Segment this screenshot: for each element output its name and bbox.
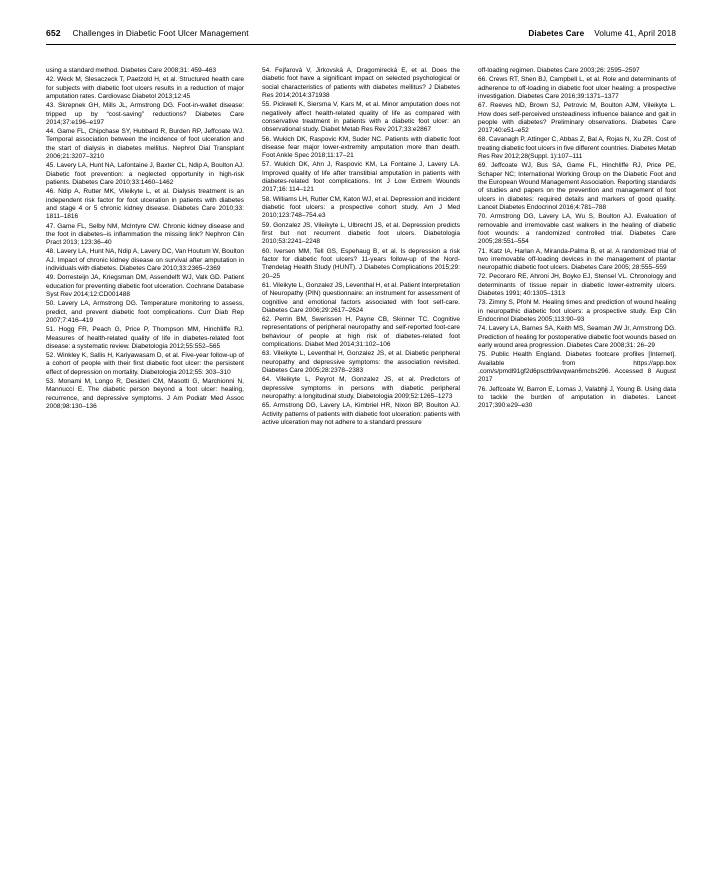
reference-item: 62. Perrin BM, Swerissen H, Payne CB, Skinner TC. Cognitive representations of peripheral neuropathy and self-reported foot-care behaviour of people at high risk of diabetes-related foot complications. Diabet Med 2014;31:102–106: [262, 316, 460, 349]
reference-item: 73. Zimny S, Pfohl M. Healing times and prediction of wound healing in neuropathic diabetic foot ulcers: a prospective study. Exp Clin Endocrinol Diabetes 2005;113:90–93: [478, 299, 676, 324]
reference-item: 58. Williams LH, Rutter CM, Katon WJ, et al. Depression and incident diabetic foot ulcers: a prospective cohort study. Am J Med 2010;123:748–754.e3: [262, 195, 460, 220]
reference-item: 68. Cavanagh P, Attinger C, Abbas Z, Bal A, Rojas N, Xu ZR. Cost of treating diabetic foot ulcers in five different countries. Diabetes Metab Res Rev 2012;28(Suppl. 1):107–111: [478, 136, 676, 161]
reference-item: 59. Gonzalez JS, Vileikyte L, Ulbrecht JS, et al. Depression predicts first but not recurrent diabetic foot ulcers. Diabetologia 2010;53:2241–2248: [262, 221, 460, 246]
running-head: [46, 28, 676, 45]
reference-item: 53. Monami M, Longo R, Desideri CM, Masotti G, Marchionni N, Mannucci E. The diabetic person beyond a foot ulcer: healing, recurrence, and depressive symptoms. J Am Podiatr Med Assoc 2008;98:130–136: [46, 378, 244, 411]
column-3: [478, 67, 676, 411]
reference-item: 72. Pecoraro RE, Ahroni JH, Boyko EJ, Stensel VL. Chronology and determinants of tissue repair in diabetic lower-extremity ulcers. Diabetes 1991; 40:1305–1313: [478, 273, 676, 298]
reference-item: 70. Armstrong DG, Lavery LA, Wu S, Boulton AJ. Evaluation of removable and irremovable cast walkers in the healing of diabetic foot wounds: a randomized controlled trial. Diabetes Care 2005;28:551–554: [478, 213, 676, 246]
reference-columns: [46, 67, 676, 428]
reference-item: 50. Lavery LA, Armstrong DG. Temperature monitoring to assess, predict, and prevent diabetic foot complications. Curr Diab Rep 2007;7:416–419: [46, 300, 244, 324]
journal-issue: Volume 41, April 2018: [594, 29, 676, 38]
reference-item: 69. Jeffcoate WJ, Bus SA, Game FL, Hinchliffe RJ, Price PE, Schaper NC; International Working Group on the Diabetic Foot and the European Wound Management Association. Reporting standards of studies and papers on the prevention and management of foot ulcers in diabetes: required details and markers of good quality. Lancet Diabetes Endocrinol 2016;4:781–788: [478, 162, 676, 212]
reference-item: 49. Dorresteijn JA, Kriegsman DM, Assendelft WJ, Valk GD. Patient education for preventing diabetic foot ulceration. Cochrane Database Syst Rev 2014;12:CD001488: [46, 274, 244, 299]
reference-item: 56. Wukich DK, Raspovic KM, Suder NC. Patients with diabetic foot disease fear major lower-extremity amputation more than death. Foot Ankle Spec 2018;11:17–21: [262, 135, 460, 160]
reference-item: 42. Weck M, Slesaczeck T, Paetzold H, et al. Structured health care for subjects with diabetic foot ulcers results in a reduction of major amputation rates. Cardiovasc Diabetol 2013;12:45: [46, 76, 244, 100]
reference-item: 67. Reeves ND, Brown SJ, Petrovic M, Boulton AJM, Vileikyte L. How does self-perceived unsteadiness influence balance and gait in people with diabetes? Preliminary observations. Diabetes Care 2017;40:e51–e52: [478, 102, 676, 135]
column-2: [262, 67, 460, 428]
reference-item: 46. Ndip A, Rutter MK, Vileikyte L, et al. Dialysis treatment is an independent risk factor for foot ulceration in patients with diabetes and stage 4 or 5 chronic kidney disease. Diabetes Care 2010;33: 1811–1816: [46, 188, 244, 221]
reference-item: 75. Public Health England. Diabetes footcare profiles [Internet]. Available from https://app.box .com/s/pmdl91gf2d6psctb9avqwan6mcbs296. Accessed 8 August 2017: [478, 351, 676, 384]
reference-item: 57. Wukich DK, Ahn J, Raspovic KM, La Fontaine J, Lavery LA. Improved quality of life after transtibial amputation in patients with diabetes-related foot complications. Int J Low Extrem Wounds 2017;16: 114–121: [262, 161, 460, 194]
reference-item: 54. Fejfarová V, Jirkovská A, Dragomirecká E, et al. Does the diabetic foot have a significant impact on selected psychological or social characteristics of patients with diabetes mellitus? J Diabetes Res 2014;2014:371938: [262, 67, 460, 100]
reference-item: 61. Vileikyte L, Gonzalez JS, Leventhal H, et al. Patient Interpretation of Neuropathy (PIN) questionnaire: an instrument for assessment of cognitive and emotional factors associated with foot self-care. Diabetes Care 2006;29:2617–2624: [262, 281, 460, 314]
article-title: Challenges in Diabetic Foot Ulcer Management: [72, 29, 249, 38]
reference-item: 44. Game FL, Chipchase SY, Hubbard R, Burden RP, Jeffcoate WJ. Temporal association between the incidence of foot ulceration and the start of dialysis in diabetes mellitus. Nephrol Dial Transplant 2006;21:3207–3210: [46, 128, 244, 161]
reference-item: 60. Iversen MM, Tell GS, Espehaug B, et al. Is depression a risk factor for diabetic foot ulcers? 11-years follow-up of the Nord-Trøndelag Health Study (HUNT). J Diabetes Complications 2015;29: 20–25: [262, 247, 460, 280]
reference-item: 47. Game FL, Selby NM, McIntyre CW. Chronic kidney disease and the foot in diabetes–is inflammation the missing link? Nephron Clin Pract 2013; 123:36–40: [46, 222, 244, 247]
reference-item: 71. Katz IA, Harlan A, Miranda-Palma B, et al. A randomized trial of two irremovable off-loading devices in the management of plantar neuropathic diabetic foot ulcers. Diabetes Care 2005; 28:555–559: [478, 247, 676, 272]
reference-item: 63. Vileikyte L, Leventhal H, Gonzalez JS, et al. Diabetic peripheral neuropathy and depressive symptoms: the association revisited. Diabetes Care 2005;28:2378–2383: [262, 350, 460, 375]
reference-item: 55. Pickwell K, Siersma V, Kars M, et al. Minor amputation does not negatively affect health-related quality of life as compared with conservative treatment in patients with a diabetic foot ulcer: an observational study. Diabet Metab Res Rev 2017;33:e2867: [262, 101, 460, 134]
column-1: [46, 67, 244, 412]
reference-item: 51. Hogg FR, Peach G, Price P, Thompson MM, Hinchliffe RJ. Measures of health-related quality of life in diabetes-related foot disease: a systematic review. Diabetologia 2012;55:552–565: [46, 326, 244, 350]
reference-item: 45. Lavery LA, Hunt NA, Lafontaine J, Baxter CL, Ndip A, Boulton AJ. Diabetic foot prevention: a neglected opportunity in high-risk patients. Diabetes Care 2010;33:1460–1462: [46, 162, 244, 187]
reference-item: 65. Armstrong DG, Lavery LA, Kimbriel HR, Nixon BP, Boulton AJ. Activity patterns of patients with diabetic foot ulceration: patients with active ulceration may not adhere to a standard pressure: [262, 402, 460, 426]
reference-item: 76. Jeffcoate W, Barron E, Lomas J, Valabhji J, Young B. Using data to tackle the burden of amputation in diabetes. Lancet 2017;390:e29–e30: [478, 385, 676, 410]
reference-item: 52. Winkley K, Sallis H, Kariyawasam D, et al. Five-year follow-up of a cohort of people with their first diabetic foot ulcer: the persistent effect of depression on mortality. Diabetologia 2012;55: 303–310: [46, 352, 244, 376]
reference-item: 64. Vileikyte L, Peyrot M, Gonzalez JS, et al. Predictors of depressive symptoms in persons with diabetic peripheral neuropathy: a longitudinal study. Diabetologia 2009;52:1265–1273: [262, 376, 460, 400]
reference-item: 43. Skrepnek GH, Mills JL, Armstrong DG. Foot-in-wallet disease: tripped up by “cost-saving” reductions? Diabetes Care 2014;37:e196–e197: [46, 102, 244, 126]
reference-item: off-loading regimen. Diabetes Care 2003;26: 2595–2597: [478, 67, 640, 74]
journal-name: Diabetes Care: [528, 29, 585, 38]
reference-item: using a standard method. Diabetes Care 2008;31: 459–463: [46, 67, 217, 74]
reference-item: 48. Lavery LA, Hunt NA, Ndip A, Lavery DC, Van Houtum W, Boulton AJ. Impact of chronic kidney disease on survival after amputation in individuals with diabetes. Diabetes Care 2010;33:2365–2369: [46, 248, 244, 273]
reference-item: 74. Lavery LA, Barnes SA, Keith MS, Seaman JW Jr, Armstrong DG. Prediction of healing for postoperative diabetic foot wounds based on early wound area progression. Diabetes Care 2008;31: 26–29: [478, 325, 676, 350]
reference-item: 66. Crews RT, Shen BJ, Campbell L, et al. Role and determinants of adherence to off-loading in diabetic foot ulcer healing: a prospective investigation. Diabetes Care 2016;39:1371–1377: [478, 76, 676, 100]
page-number: 652: [46, 28, 61, 38]
